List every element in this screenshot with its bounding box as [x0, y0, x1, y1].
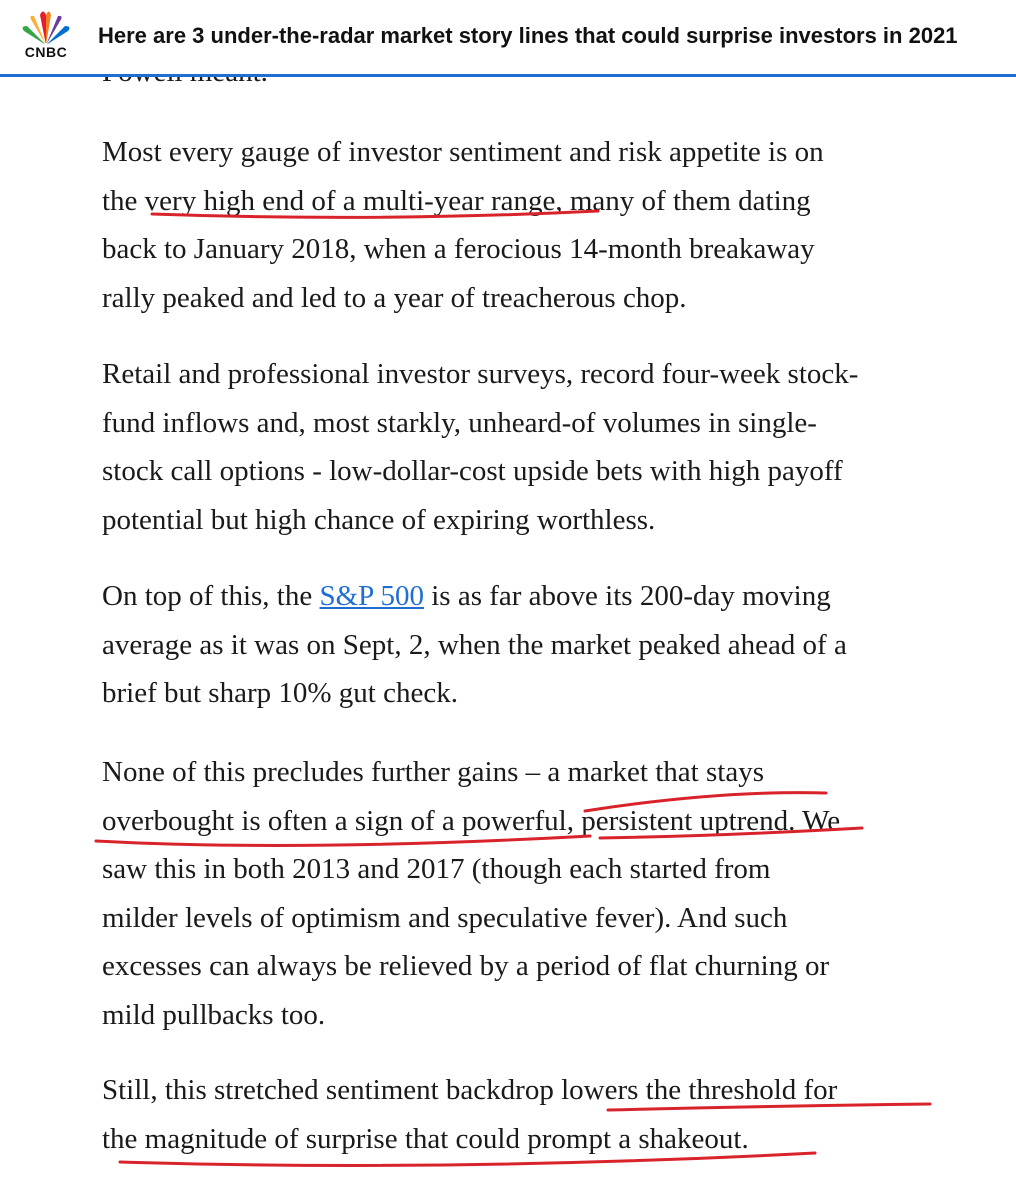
text-line: milder levels of optimism and speculative fever). And such — [102, 901, 788, 934]
sp500-link[interactable]: S&P 500 — [319, 580, 424, 612]
article-header — [0, 0, 1016, 77]
text-line: potential but high chance of expiring worthless. — [102, 503, 656, 536]
text-line: None of this precludes further gains – a market that stays — [102, 756, 764, 788]
text-line: the magnitude of surprise that could prompt a shakeout. — [102, 1122, 749, 1155]
text-line: Retail and professional investor surveys, record four-week stock- — [102, 358, 859, 390]
text-line: saw this in both 2013 and 2017 (though each started from — [102, 853, 771, 885]
text-line: fund inflows and, most starkly, unheard-of volumes in single- — [102, 406, 817, 439]
text-line: brief but sharp 10% gut check. — [102, 677, 458, 709]
brand-wordmark: CNBC — [24, 44, 68, 60]
text-line: Still, this stretched sentiment backdrop lowers the threshold for — [102, 1074, 838, 1106]
text-fragment: On top of this, the — [102, 580, 320, 612]
text-line: back to January 2018, when a ferocious 14-month breakaway — [102, 233, 815, 265]
paragraph-sentiment — [102, 128, 1002, 322]
text-line: overbought is often a sign of a powerful, persistent uptrend. We — [102, 804, 841, 837]
text-line: Most every gauge of investor sentiment and risk appetite is on — [102, 136, 824, 168]
paragraph-surveys — [102, 350, 1002, 544]
text-line: rally peaked and led to a year of treacherous chop. — [102, 281, 687, 314]
text-line: stock call options - low-dollar-cost upside bets with high payoff — [102, 455, 843, 487]
text-line: the very high end of a multi-year range, many of them dating — [102, 184, 811, 217]
text-line: excesses can always be relieved by a period of flat churning or — [102, 950, 830, 982]
paragraph-sp500 — [102, 572, 1002, 718]
text-line: average as it was on Sept, 2, when the market peaked ahead of a — [102, 628, 847, 661]
paragraph-gains — [102, 748, 1002, 1039]
text-line: mild pullbacks too. — [102, 998, 326, 1031]
paragraph-shakeout — [102, 1066, 1002, 1163]
article-title[interactable]: Here are 3 under-the-radar market story lines that could surprise investors in 2021 — [98, 23, 958, 48]
text-fragment: is as far above its 200-day moving — [424, 580, 831, 612]
text-line — [102, 572, 1002, 621]
